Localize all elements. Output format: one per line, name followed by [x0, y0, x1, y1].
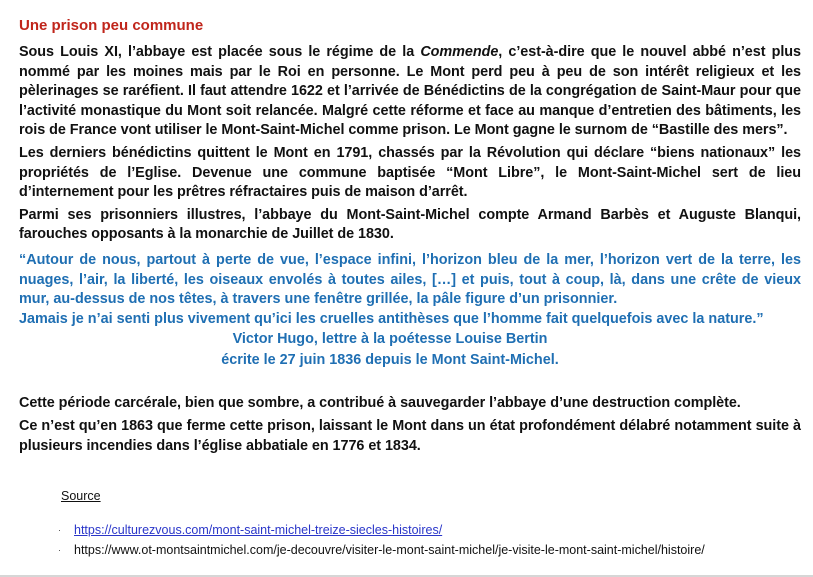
source-label: Source [61, 489, 101, 503]
paragraph-commende [19, 43, 801, 141]
source-link-culturezvous[interactable]: https://culturezvous.com/mont-saint-michel-treize-siecles-histoires/ [74, 523, 443, 537]
bullet-icon: · [58, 545, 61, 555]
source-link-ot-montsaintmichel[interactable]: https://www.ot-montsaintmichel.com/je-decouvre/visiter-le-mont-saint-michel/je-visite-le-mont-saint-michel/histoire/ [74, 543, 705, 557]
quote-attribution-date: écrite le 27 juin 1836 depuis le Mont Saint-Michel. [221, 352, 559, 369]
hugo-quote-end: Jamais je n’ai senti plus vivement qu’ici les cruelles antithèses que l’homme fait quelquefois avec la nature.” [19, 310, 764, 327]
list-item [58, 520, 705, 540]
bullet-icon: · [58, 525, 61, 535]
list-item [58, 540, 705, 560]
quote-attribution-author: Victor Hugo, lettre à la poétesse Louise Bertin [232, 331, 548, 348]
section-title: Une prison peu commune [19, 17, 204, 34]
hugo-quote: “Autour de nous, partout à perte de vue, l’espace infini, l’horizon bleu de la mer, l’horizon vert de la terre, les nuages, l’air, la liberté, les oiseaux envolés à toutes ailes, […] et puis, tout à coup, là, dans une crête de vieux mur, au-dessus de nos têtes, à travers une fenêtre grillée, la pâle figure d’un prisonnier. [19, 251, 801, 308]
paragraph-commende-end: , c’est-à-dire que le nouvel abbé n’est plus nommé par les moines mais par le Roi en personne. Le Mont perd peu à peu de son intérêt religieux et les pèlerinages se raréfient. Il faut attendre 1622 et l’arrivée de Bénédictins de la congrégation de Saint-Maur pour que l’activité monastique du Mont soit relancée. Malgré cette réforme et face au manque d’entretien des bâtiments, les rois de France vont utiliser le Mont-Saint-Michel comme prison. Le Mont gagne le surnom de “Bastille des mers”. [19, 44, 801, 139]
spacer [19, 371, 801, 394]
paragraph-closure: Ce n’est qu’en 1863 que ferme cette prison, laissant le Mont dans un état profondément délabré notamment suite à plusieurs incendies dans l’église abbatiale en 1776 et 1834. [19, 417, 801, 454]
commende-term: Commende [420, 44, 499, 60]
paragraph-preservation: Cette période carcérale, bien que sombre, a contribué à sauvegarder l’abbaye d’une destruction complète. [19, 395, 741, 412]
paragraph-revolution: Les derniers bénédictins quittent le Mont en 1791, chassés par la Révolution qui déclare “biens nationaux” les propriétés de l’Eglise. Devenue une commune baptisée “Mont Libre”, le Mont-Saint-Michel sert de lieu d’internement pour les prêtres réfractaires puis de maison d’arrêt. [19, 144, 801, 201]
paragraph-commende-start: Sous Louis XI, l’abbaye est placée sous le régime de la [19, 44, 421, 60]
source-links-list [58, 520, 705, 560]
paragraph-prisoners: Parmi ses prisonniers illustres, l’abbaye du Mont-Saint-Michel compte Armand Barbès et Auguste Blanqui, farouches opposants à la monarchie de Juillet de 1830. [19, 206, 801, 243]
document-body [19, 16, 801, 459]
